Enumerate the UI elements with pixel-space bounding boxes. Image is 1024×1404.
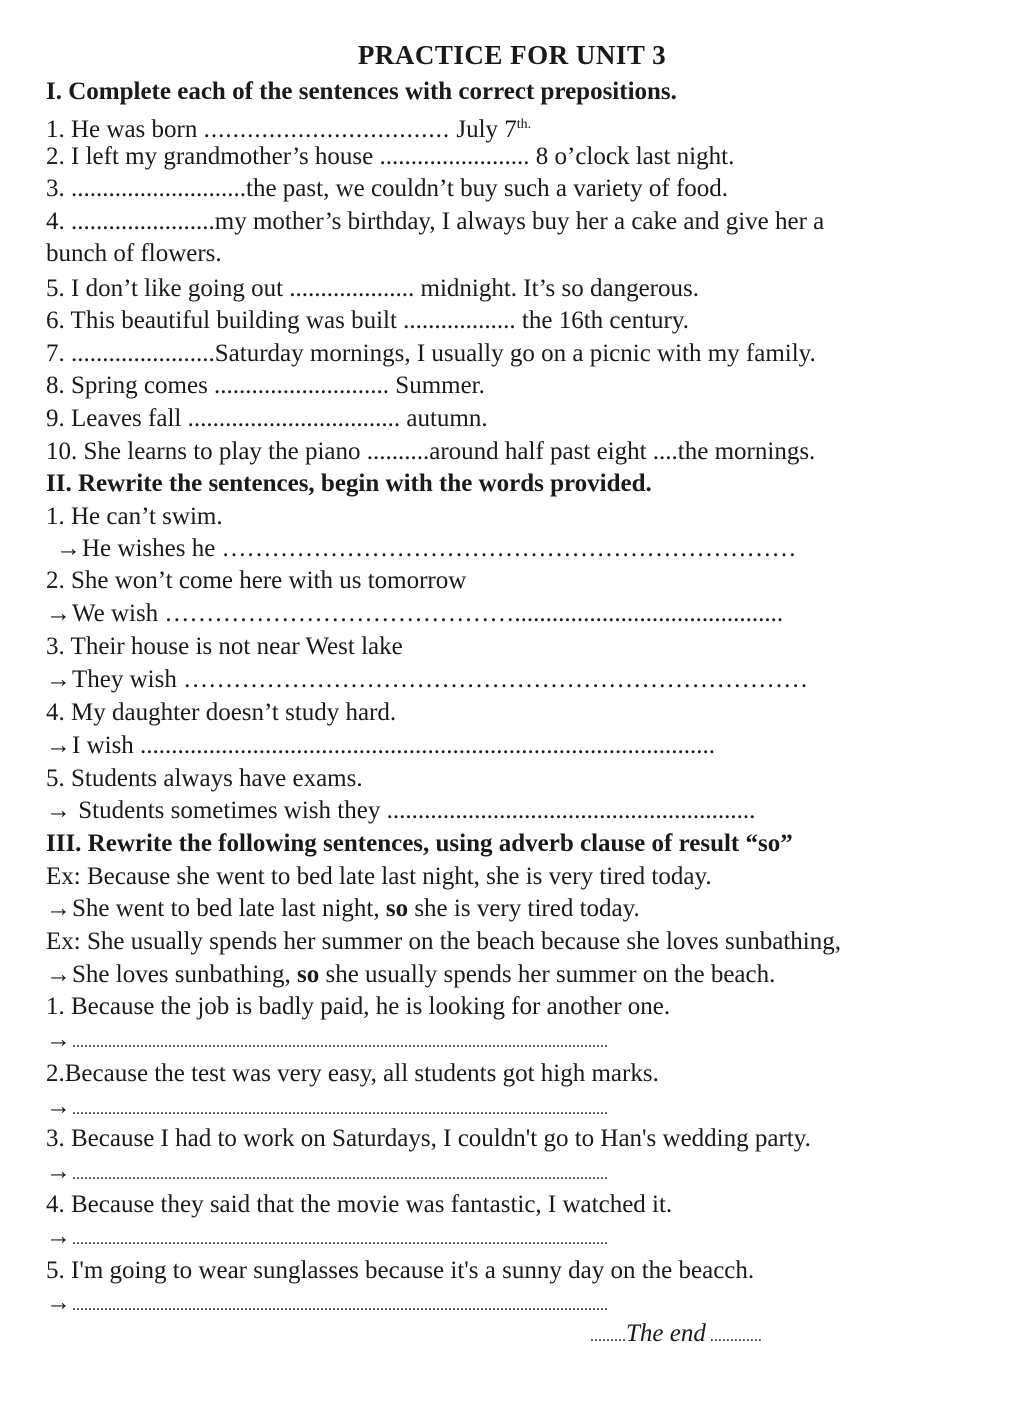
section-3-question-1: 1. Because the job is badly paid, he is looking for another one. [46, 993, 671, 1020]
footer-dots-left: ......... [590, 1328, 626, 1345]
section-3-answer-3 [46, 1156, 608, 1188]
q1-blank: .................................. [203, 116, 451, 143]
section-1-question-2: 2. I left my grandmother’s house ........................ 8 o’clock last night. [46, 143, 735, 170]
section-2-answer-1 [56, 533, 797, 565]
section-1-question-5: 5. I don’t like going out .................... midnight. It’s so dangerous. [46, 275, 699, 302]
section-3-heading: III. Rewrite the following sentences, using adverb clause of result “so” [46, 830, 793, 857]
answer-line: ...................................................................................................................................... [72, 1231, 608, 1248]
answer-1-text: He wishes he …………………………………………………………… [82, 535, 797, 562]
q1-superscript: th. [516, 117, 532, 132]
example-2-answer-part-2: she usually spends her summer on the beach. [319, 961, 776, 988]
section-3-example-1-answer [46, 893, 640, 925]
example-2-answer-part-1: She loves sunbathing, [72, 961, 297, 988]
arrow-icon: → [46, 1223, 71, 1250]
arrow-icon: → [46, 600, 71, 627]
example-1-answer-part-2: she is very tired today. [408, 895, 640, 922]
answer-line: ...................................................................................................................................... [72, 1166, 608, 1183]
section-2-question-4: 4. My daughter doesn’t study hard. [46, 699, 397, 726]
answer-5-text: Students sometimes wish they ........................................................... [72, 797, 756, 824]
section-1-question-10: 10. She learns to play the piano ..........around half past eight ....the mornings. [46, 438, 816, 465]
section-1-question-8: 8. Spring comes ............................ Summer. [46, 372, 485, 399]
section-3-question-2: 2.Because the test was very easy, all students got high marks. [46, 1060, 659, 1087]
answer-line: ...................................................................................................................................... [72, 1034, 608, 1051]
section-2-answer-5 [46, 795, 755, 827]
section-2-question-3: 3. Their house is not near West lake [46, 633, 403, 660]
answer-line: ...................................................................................................................................... [72, 1297, 608, 1314]
section-3-example-1: Ex: Because she went to bed late last night, she is very tired today. [46, 863, 712, 890]
section-2-heading: II. Rewrite the sentences, begin with the words provided. [46, 470, 652, 497]
section-3-answer-4 [46, 1221, 608, 1253]
section-3-example-2: Ex: She usually spends her summer on the beach because she loves sunbathing, [46, 928, 841, 955]
section-1-question-4: 4. .......................my mother’s birthday, I always buy her a cake and give her a [46, 208, 825, 235]
q1-text-end: July 7 [450, 116, 517, 143]
so-keyword: so [297, 961, 320, 988]
section-1-question-7: 7. .......................Saturday mornings, I usually go on a picnic with my family. [46, 340, 816, 367]
section-3-answer-5 [46, 1287, 608, 1319]
section-1-question-9: 9. Leaves fall .................................. autumn. [46, 405, 488, 432]
section-3-question-3: 3. Because I had to work on Saturdays, I couldn't go to Han's wedding party. [46, 1125, 811, 1152]
section-2-question-5: 5. Students always have exams. [46, 765, 363, 792]
so-keyword: so [385, 895, 409, 922]
answer-4-text: I wish ............................................................................................ [72, 732, 716, 759]
section-3-answer-2 [46, 1091, 608, 1123]
answer-line: ...................................................................................................................................... [72, 1101, 608, 1118]
section-1-question-1 [46, 109, 531, 141]
footer-dots-right: ............. [705, 1328, 762, 1345]
page-title: PRACTICE FOR UNIT 3 [357, 40, 667, 70]
answer-2-text: We wish ……………………………………........................................... [72, 600, 784, 627]
arrow-icon: → [46, 797, 71, 824]
section-3-question-4: 4. Because they said that the movie was fantastic, I watched it. [46, 1191, 673, 1218]
section-2-answer-3 [46, 664, 808, 696]
footer-text: The end [626, 1320, 706, 1347]
section-3-question-5: 5. I'm going to wear sunglasses because it's a sunny day on the beacch. [46, 1257, 755, 1284]
arrow-icon: → [46, 1093, 71, 1120]
section-1-question-4-cont: bunch of flowers. [46, 240, 222, 267]
section-1-question-6: 6. This beautiful building was built .................. the 16th century. [46, 307, 689, 334]
section-2-question-2: 2. She won’t come here with us tomorrow [46, 567, 467, 594]
the-end-footer [590, 1318, 762, 1353]
section-1-heading: I. Complete each of the sentences with correct prepositions. [46, 78, 677, 105]
example-1-answer-part-1: She went to bed late last night, [72, 895, 386, 922]
arrow-icon: → [46, 895, 71, 922]
section-2-question-1: 1. He can’t swim. [46, 503, 223, 530]
section-3-answer-1 [46, 1024, 608, 1056]
answer-3-text: They wish ………………………………………………………………… [72, 666, 809, 693]
arrow-icon: → [46, 732, 71, 759]
section-1-question-3: 3. ............................the past, we couldn’t buy such a variety of food. [46, 175, 729, 202]
section-2-answer-2 [46, 598, 783, 630]
q1-text: 1. He was born [46, 116, 204, 143]
arrow-icon: → [46, 1158, 71, 1185]
arrow-icon: → [46, 1026, 71, 1053]
arrow-icon: → [46, 666, 71, 693]
section-3-example-2-answer [46, 959, 775, 991]
arrow-icon: → [46, 1289, 71, 1316]
arrow-icon: → [46, 961, 71, 988]
section-2-answer-4 [46, 730, 715, 762]
arrow-icon: → [56, 535, 81, 562]
